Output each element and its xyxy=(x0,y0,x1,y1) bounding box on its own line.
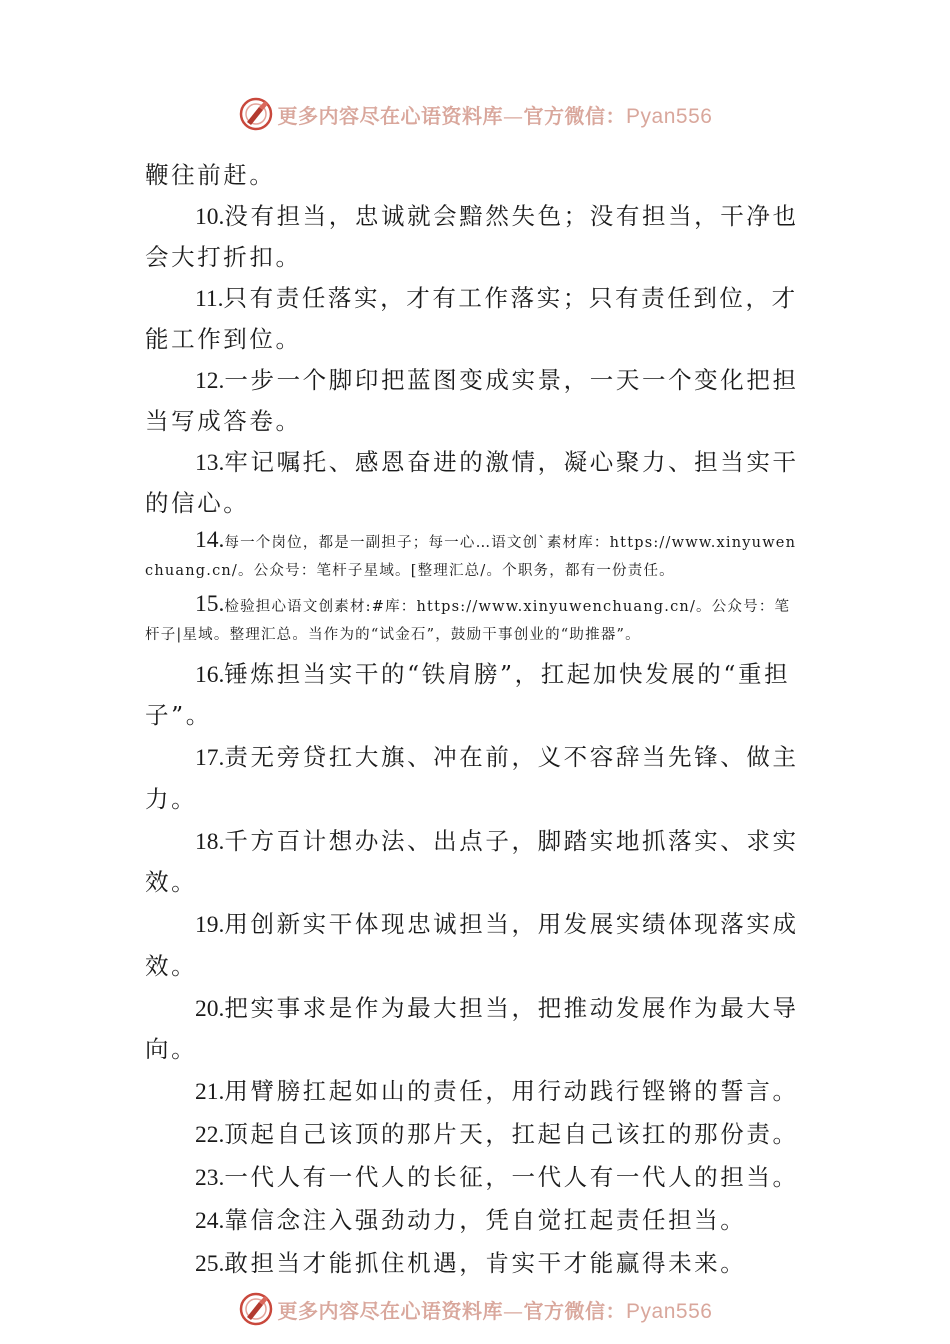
footer-banner xyxy=(0,1289,950,1329)
banner-text: 更多内容尽在心语资料库—官方微信：Pyan556 xyxy=(277,103,713,128)
logo-icon xyxy=(238,1291,274,1327)
list-item: 24.靠信念注入强劲动力，凭自觉扛起责任担当。 xyxy=(195,1206,747,1234)
list-item: 20.把实事求是作为最大担当，把推动发展作为最大导向。 xyxy=(145,993,799,1063)
list-item: 25.敢担当才能抓住机遇，肯实干才能赢得未来。 xyxy=(195,1249,747,1277)
list-item: 18.千方百计想办法、出点子，脚踏实地抓落实、求实效。 xyxy=(145,826,799,896)
list-item: 14.每一个岗位，都是一副担子；每一心…语文创`素材库：https://www.xinyuwenchuang.cn/。公众号：笔杆子星域。[整理汇总/。个职务，都有一份责任。 xyxy=(145,526,797,579)
banner-text: 更多内容尽在心语资料库—官方微信：Pyan556 xyxy=(277,1298,713,1323)
list-item: 13.牢记嘱托、感恩奋进的激情，凝心聚力、担当实干的信心。 xyxy=(145,447,799,517)
document-body xyxy=(145,155,805,1286)
list-item: 11.只有责任落实，才有工作落实；只有责任到位，才能工作到位。 xyxy=(145,283,798,353)
header-banner xyxy=(0,94,950,134)
list-item: 22.顶起自己该顶的那片天，扛起自己该扛的那份责。 xyxy=(195,1120,799,1148)
list-item: 12.一步一个脚印把蓝图变成实景，一天一个变化把担当写成答卷。 xyxy=(145,365,799,435)
paragraph: 鞭往前赶。 xyxy=(145,161,276,189)
list-item: 21.用臂膀扛起如山的责任，用行动践行铿锵的誓言。 xyxy=(195,1077,799,1105)
list-item: 17.责无旁贷扛大旗、冲在前，义不容辞当先锋、做主力。 xyxy=(145,743,799,813)
list-item: 10.没有担当，忠诚就会黯然失色；没有担当，干净也会大打折扣。 xyxy=(145,201,799,271)
list-item: 15.检验担心语文创素材:#库：https://www.xinyuwenchuang.cn/。公众号：笔杆子|星域。整理汇总。当作为的“试金石”，鼓励干事创业的“助推器”。 xyxy=(145,590,791,643)
logo-icon xyxy=(238,96,274,132)
list-item: 19.用创新实干体现忠诚担当，用发展实绩体现落实成效。 xyxy=(145,910,799,980)
list-item: 23.一代人有一代人的长征，一代人有一代人的担当。 xyxy=(195,1163,799,1191)
list-item: 16.锤炼担当实干的“铁肩膀”，扛起加快发展的“重担子”。 xyxy=(145,659,791,729)
